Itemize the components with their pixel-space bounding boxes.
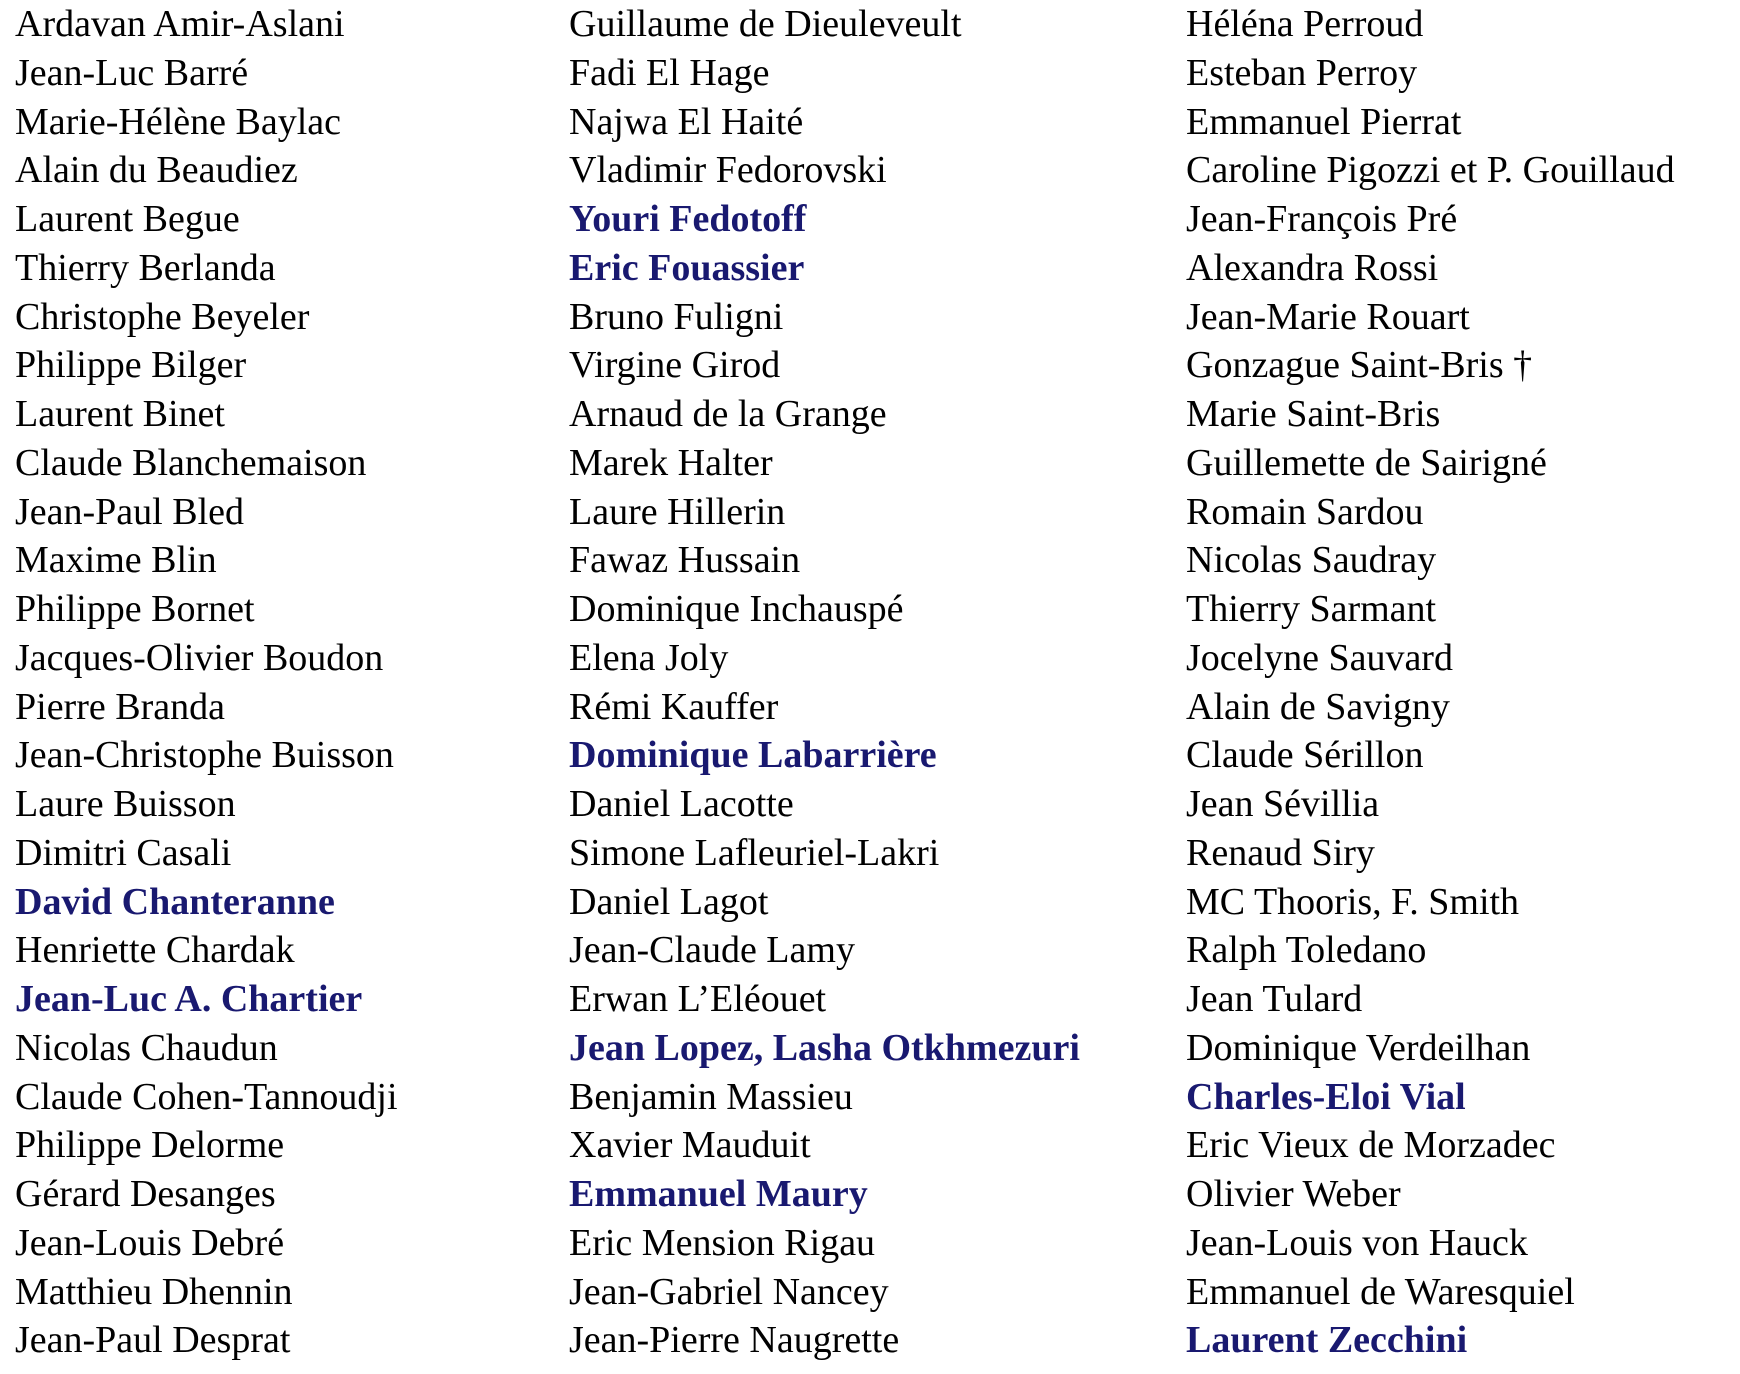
author-name: Emmanuel de Waresquiel xyxy=(1186,1270,1575,1313)
author-name: Guillemette de Sairigné xyxy=(1186,441,1547,484)
author-name: Claude Blanchemaison xyxy=(15,441,367,484)
author-name: Najwa El Haité xyxy=(569,100,804,143)
author-name: Olivier Weber xyxy=(1186,1173,1401,1215)
author-column-1 xyxy=(15,0,398,1365)
author-name: Henriette Chardak xyxy=(15,929,295,972)
author-name: Fadi El Hage xyxy=(569,51,770,94)
author-name-highlighted: Jean-Luc A. Chartier xyxy=(15,978,363,1020)
author-name: Dominique Verdeilhan xyxy=(1186,1026,1531,1069)
author-name: Christophe Beyeler xyxy=(15,295,310,338)
author-name: Ralph Toledano xyxy=(1186,929,1427,972)
author-name: Xavier Mauduit xyxy=(569,1124,811,1167)
author-name: Laurent Begue xyxy=(15,198,240,240)
author-name: Claude Cohen-Tannoudji xyxy=(15,1075,398,1118)
author-name-highlighted: Youri Fedotoff xyxy=(569,198,807,240)
author-name: Vladimir Fedorovski xyxy=(569,149,887,192)
author-name: Jean-Louis von Hauck xyxy=(1186,1221,1528,1264)
author-name: Laure Hillerin xyxy=(569,490,786,533)
author-column-3 xyxy=(1186,0,1675,1365)
author-name: Daniel Lagot xyxy=(569,880,769,923)
author-name: Marek Halter xyxy=(569,441,773,484)
author-name: Simone Lafleuriel-Lakri xyxy=(569,831,940,874)
author-name: Jocelyne Sauvard xyxy=(1186,636,1453,679)
author-name: Philippe Bornet xyxy=(15,588,255,630)
author-name: Alain de Savigny xyxy=(1186,685,1450,728)
author-name: Laurent Binet xyxy=(15,393,225,435)
author-name-highlighted: Dominique Labarrière xyxy=(569,734,937,777)
author-name: Philippe Bilger xyxy=(15,344,247,387)
author-name: Nicolas Chaudun xyxy=(15,1026,278,1069)
author-column-2 xyxy=(569,0,1080,1365)
author-name: Guillaume de Dieuleveult xyxy=(569,3,962,45)
author-name: Elena Joly xyxy=(569,636,729,679)
author-name: Rémi Kauffer xyxy=(569,685,779,728)
author-name: Jean-Claude Lamy xyxy=(569,929,855,972)
author-name: Eric Vieux de Morzadec xyxy=(1186,1124,1556,1167)
author-name: MC Thooris, F. Smith xyxy=(1186,880,1520,923)
author-name: Dominique Inchauspé xyxy=(569,588,904,630)
author-name: Philippe Delorme xyxy=(15,1124,285,1167)
author-name: Esteban Perroy xyxy=(1186,51,1418,94)
author-name-highlighted: David Chanteranne xyxy=(15,880,335,923)
author-name: Gérard Desanges xyxy=(15,1173,276,1215)
author-name: Jean-Pierre Naugrette xyxy=(569,1319,900,1362)
author-name: Jean-Louis Debré xyxy=(15,1221,285,1264)
author-name: Laure Buisson xyxy=(15,783,236,825)
author-name: Erwan L’Eléouet xyxy=(569,978,827,1020)
author-name-highlighted: Eric Fouassier xyxy=(569,246,805,289)
author-name: Bruno Fuligni xyxy=(569,295,784,338)
author-name: Jean Tulard xyxy=(1186,978,1363,1020)
author-name: Virgine Girod xyxy=(569,344,781,387)
author-name: Eric Mension Rigau xyxy=(569,1221,876,1264)
author-name: Renaud Siry xyxy=(1186,831,1375,874)
author-name: Jean-Paul Bled xyxy=(15,490,245,533)
author-name: Marie Saint-Bris xyxy=(1186,393,1441,435)
author-name: Jean-Marie Rouart xyxy=(1186,295,1470,338)
author-name: Alexandra Rossi xyxy=(1186,246,1439,289)
author-name: Romain Sardou xyxy=(1186,490,1424,533)
author-name: Thierry Berlanda xyxy=(15,246,276,289)
author-name: Caroline Pigozzi et P. Gouillaud xyxy=(1186,149,1675,192)
author-name: Thierry Sarmant xyxy=(1186,588,1437,630)
author-name: Daniel Lacotte xyxy=(569,783,794,825)
author-name: Jacques-Olivier Boudon xyxy=(15,636,384,679)
author-name-highlighted: Charles-Eloi Vial xyxy=(1186,1075,1466,1118)
author-name: Gonzague Saint-Bris † xyxy=(1186,344,1533,387)
author-name-highlighted: Emmanuel Maury xyxy=(569,1173,868,1215)
author-name: Emmanuel Pierrat xyxy=(1186,100,1462,143)
author-name-highlighted: Jean Lopez, Lasha Otkhmezuri xyxy=(569,1026,1080,1069)
author-name: Ardavan Amir-Aslani xyxy=(15,3,345,45)
author-name: Dimitri Casali xyxy=(15,831,232,874)
author-name: Héléna Perroud xyxy=(1186,3,1424,45)
author-name: Jean-Christophe Buisson xyxy=(15,734,394,777)
author-name: Claude Sérillon xyxy=(1186,734,1424,777)
author-name: Pierre Branda xyxy=(15,685,225,728)
author-name: Nicolas Saudray xyxy=(1186,539,1437,582)
author-name: Arnaud de la Grange xyxy=(569,393,887,435)
author-name: Benjamin Massieu xyxy=(569,1075,853,1118)
author-name: Jean-Luc Barré xyxy=(15,51,249,94)
author-name: Jean-Gabriel Nancey xyxy=(569,1270,889,1313)
author-name: Maxime Blin xyxy=(15,539,217,582)
author-name-highlighted: Laurent Zecchini xyxy=(1186,1319,1468,1362)
author-name: Matthieu Dhennin xyxy=(15,1270,293,1313)
author-name: Marie-Hélène Baylac xyxy=(15,100,341,143)
author-name: Fawaz Hussain xyxy=(569,539,801,582)
author-name: Alain du Beaudiez xyxy=(15,149,298,192)
author-name: Jean Sévillia xyxy=(1186,783,1380,825)
author-name: Jean-Paul Desprat xyxy=(15,1319,291,1362)
author-name: Jean-François Pré xyxy=(1186,198,1458,240)
